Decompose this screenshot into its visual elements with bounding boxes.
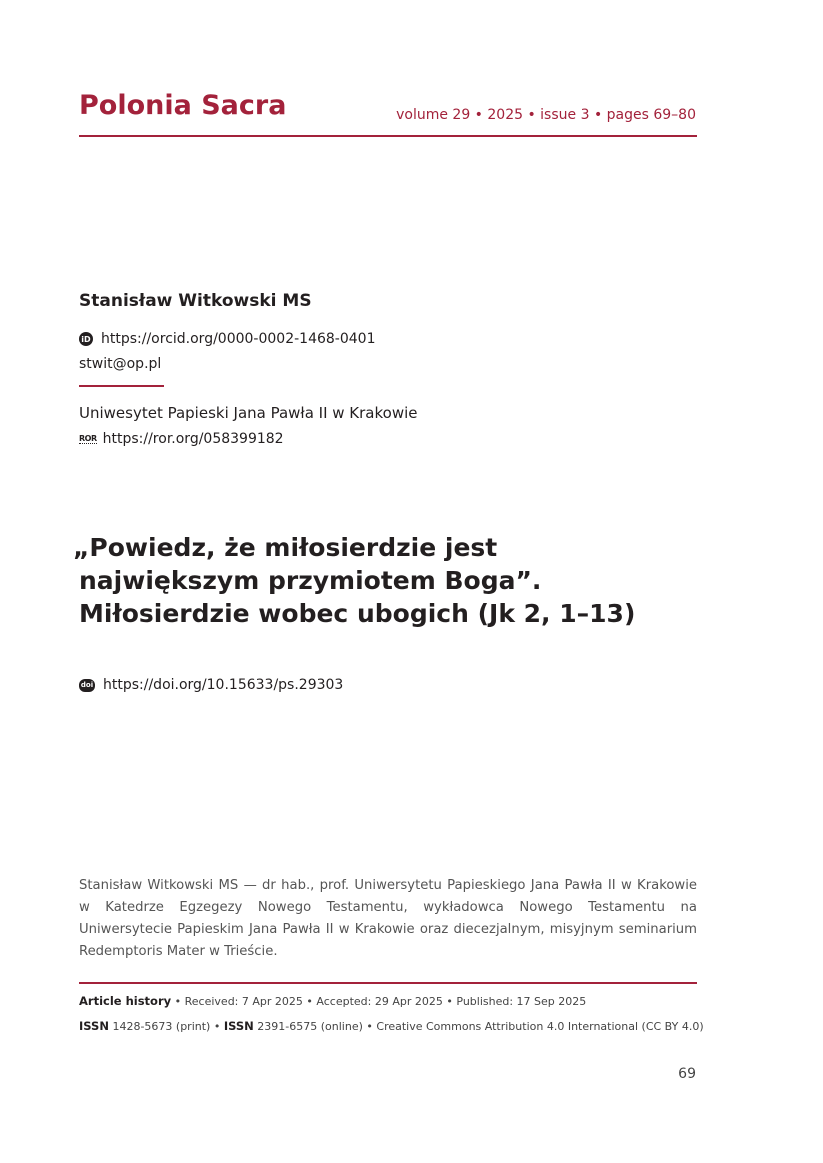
header-divider xyxy=(79,135,697,137)
author-divider xyxy=(79,385,164,387)
separator: • xyxy=(306,995,313,1008)
issn-line xyxy=(79,1019,704,1033)
ror-link[interactable]: https://ror.org/058399182 xyxy=(102,431,284,447)
received-date: Received: 7 Apr 2025 xyxy=(184,995,303,1008)
separator: • xyxy=(213,1020,221,1033)
article-title xyxy=(73,531,635,630)
article-history xyxy=(79,994,586,1008)
issn-online: 2391-6575 (online) xyxy=(257,1020,363,1033)
separator: • xyxy=(366,1020,373,1033)
published-date: Published: 17 Sep 2025 xyxy=(456,995,587,1008)
author-email[interactable]: stwit@op.pl xyxy=(79,356,162,372)
page-number: 69 xyxy=(678,1066,696,1082)
article-title-line: Miłosierdzie wobec ubogich (Jk 2, 1–13) xyxy=(79,599,636,628)
orcid-link[interactable]: https://orcid.org/0000-0002-1468-0401 xyxy=(101,331,376,347)
license-text: Creative Commons Attribution 4.0 International (CC BY 4.0) xyxy=(376,1020,704,1033)
orcid-row xyxy=(79,331,375,347)
accepted-date: Accepted: 29 Apr 2025 xyxy=(316,995,443,1008)
article-title-line: „Powiedz, że miłosierdzie jest xyxy=(73,533,498,562)
author-name: Stanisław Witkowski MS xyxy=(79,291,312,311)
orcid-icon: iD xyxy=(79,332,93,346)
ror-icon: ROR xyxy=(79,434,97,443)
ror-row xyxy=(79,431,284,447)
separator: • xyxy=(174,995,182,1008)
issn-label: ISSN xyxy=(79,1019,109,1033)
doi-icon: doi xyxy=(79,679,95,692)
footer-divider xyxy=(79,982,697,984)
author-bio: Stanisław Witkowski MS — dr hab., prof. Uniwersytetu Papieskiego Jana Pawła II w Krakowie w Katedrze Egzegezy Nowego Testamentu, wykładowca Nowego Testamentu na Uniwersytecie Papieskim Jana Pawła II w Krakowie oraz diecezjalnym, misyjnym seminarium Redemptoris Mater w Trieście. xyxy=(79,878,697,959)
doi-link[interactable]: https://doi.org/10.15633/ps.29303 xyxy=(103,677,344,693)
issn-print: 1428-5673 (print) xyxy=(112,1020,211,1033)
author-affiliation: Uniwesytet Papieski Jana Pawła II w Krakowie xyxy=(79,404,418,422)
issn-label: ISSN xyxy=(223,1019,254,1033)
history-label: Article history xyxy=(79,994,172,1008)
journal-title: Polonia Sacra xyxy=(79,90,287,121)
article-title-line: największym przymiotem Boga”. xyxy=(79,566,542,595)
doi-row xyxy=(79,677,343,693)
issue-info: volume 29 • 2025 • issue 3 • pages 69–80 xyxy=(396,107,696,123)
separator: • xyxy=(446,995,453,1008)
